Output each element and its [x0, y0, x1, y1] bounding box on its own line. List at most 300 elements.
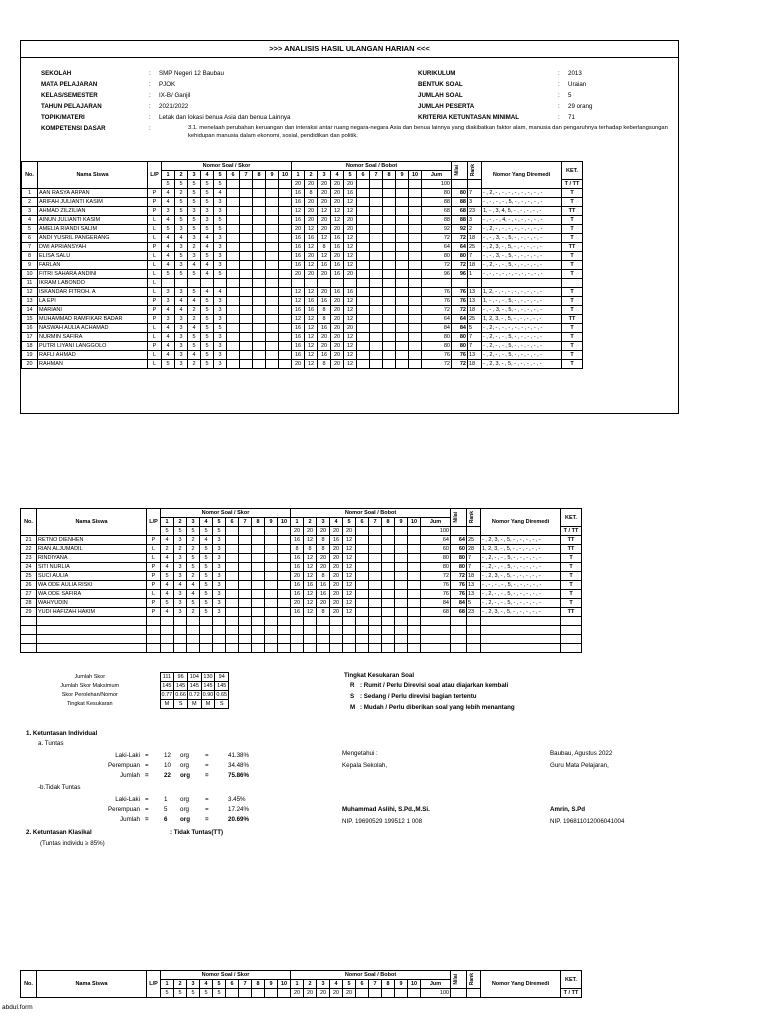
tuntas-eq: =: [145, 752, 149, 759]
col-header-skor: Nomor Soal / Skor: [161, 509, 291, 518]
skor-cell: [265, 608, 278, 617]
bobot-cell: 20: [318, 342, 331, 351]
rank-cell: 3: [468, 198, 482, 207]
skor-cell: [278, 608, 291, 617]
skor-cell: 2: [175, 189, 188, 198]
info-label-right: BENTUK SOAL: [418, 81, 463, 88]
bobot-cell: [370, 306, 383, 315]
bobot-cell: [383, 189, 396, 198]
remedi-cell: - , 2, 3, - , 5, - , - , - , - , -: [482, 243, 562, 252]
rank-cell: 2: [468, 225, 482, 234]
bobot-col-number: 5: [343, 980, 356, 989]
blank-cell: [343, 626, 356, 635]
stats-value: S: [174, 700, 188, 709]
blank-cell: [37, 635, 147, 644]
blank-cell: [467, 626, 481, 635]
col-header-no: No.: [21, 509, 37, 536]
skor-cell: [279, 342, 292, 351]
info-colon-right: :: [558, 103, 560, 110]
ket-cell: T: [562, 360, 583, 369]
col-header-skor: Nomor Soal / Skor: [162, 162, 292, 171]
nilai-cell: 76: [452, 288, 468, 297]
blank-cell: [330, 617, 343, 626]
tuntas-org: org: [180, 772, 190, 779]
skor-cell: 3: [175, 243, 188, 252]
blank-cell: [421, 626, 451, 635]
skor-cell: 5: [201, 306, 214, 315]
legend-code: R: [350, 682, 355, 689]
bobot-cell: 16: [292, 351, 305, 360]
skor-cell: [279, 333, 292, 342]
bobot-cell: 16: [305, 306, 318, 315]
skor-cell: 5: [201, 342, 214, 351]
bobot-cell: 20: [344, 270, 357, 279]
bobot-cell: [370, 324, 383, 333]
bobot-cell: 12: [305, 315, 318, 324]
max-skor: 5: [161, 989, 174, 998]
blank-cell: [21, 635, 37, 644]
skor-cell: 5: [188, 288, 201, 297]
score-table-2-wrap: [20, 508, 679, 653]
skor-cell: 4: [200, 536, 213, 545]
max-skor: [278, 989, 291, 998]
bobot-cell: 8: [304, 545, 317, 554]
skor-cell: [226, 545, 239, 554]
remedi-cell: - , 2, 3, - , 5, - , - , - , - , -: [481, 536, 561, 545]
skor-cell: [265, 563, 278, 572]
skor-col-number: 4: [201, 171, 214, 180]
max-bobot: 20: [292, 180, 305, 189]
remedi-cell: - , - , - , 4, - , - , - , - , - , -: [482, 216, 562, 225]
col-header-nilai: [451, 509, 467, 527]
ket-cell: T: [562, 297, 583, 306]
nilai-cell: 80: [451, 563, 467, 572]
table-row: [22, 234, 583, 243]
blank-cell: [239, 626, 252, 635]
skor-cell: 5: [187, 554, 200, 563]
rank-cell: 13: [468, 288, 482, 297]
skor-cell: [279, 216, 292, 225]
bobot-cell: [409, 324, 422, 333]
blank-cell: [356, 617, 369, 626]
ket-cell: T: [562, 198, 583, 207]
student-lp: L: [147, 545, 161, 554]
skor-cell: 3: [214, 207, 227, 216]
bobot-cell: [396, 333, 409, 342]
max-skor: [265, 527, 278, 536]
blank-cell: [481, 617, 561, 626]
skor-cell: [253, 207, 266, 216]
blank-cell: [317, 626, 330, 635]
student-name: ISKANDAR FITROH. A: [38, 288, 148, 297]
remedi-cell: - , - , 3, - , 5, - , - , - , - , -: [482, 234, 562, 243]
blank-cell: [37, 644, 147, 653]
rank-cell: 7: [468, 252, 482, 261]
skor-cell: 4: [161, 563, 174, 572]
bobot-col-number: 1: [291, 980, 304, 989]
bobot-cell: [370, 234, 383, 243]
blank-cell: [200, 617, 213, 626]
tidak-tuntas-label: Laki-Laki: [115, 796, 140, 803]
bobot-cell: [409, 288, 422, 297]
bobot-cell: [370, 207, 383, 216]
table-row: [21, 563, 582, 572]
skor-cell: 5: [201, 297, 214, 306]
rank-cell: 5: [468, 324, 482, 333]
rank-cell: 13: [467, 590, 481, 599]
remedi-cell: - , 2, - , - , - , - , - , - , - , -: [482, 324, 562, 333]
stats-value: 0.72: [188, 692, 200, 698]
skor-cell: 4: [187, 590, 200, 599]
student-lp: L: [148, 279, 162, 288]
stats-value: 130: [201, 673, 215, 682]
col-header-lp: L/P: [147, 971, 161, 998]
bobot-cell: [357, 252, 370, 261]
info-colon-right: :: [558, 70, 560, 77]
skor-cell: [278, 545, 291, 554]
bobot-cell: [357, 198, 370, 207]
bobot-cell: [409, 315, 422, 324]
blank-cell: [408, 635, 421, 644]
rank-cell: 25: [467, 536, 481, 545]
bobot-cell: 20: [330, 554, 343, 563]
score-table: [21, 161, 583, 369]
skor-cell: [266, 189, 279, 198]
blank-cell: [21, 644, 37, 653]
score-table-3-wrap: [20, 970, 679, 998]
info-value-right: 71: [568, 114, 575, 121]
nilai-cell: 80: [452, 252, 468, 261]
jum-cell: 72: [421, 572, 451, 581]
table-row: [22, 198, 583, 207]
skor-cell: 4: [175, 297, 188, 306]
nilai-label: Nilai: [453, 974, 459, 985]
bobot-cell: 16: [292, 324, 305, 333]
table-row: [21, 608, 582, 617]
info-value: IX-B/ Ganjil: [159, 92, 191, 99]
skor-cell: [252, 563, 265, 572]
bobot-cell: [318, 279, 331, 288]
max-skor: 5: [200, 527, 213, 536]
bobot-cell: 12: [304, 599, 317, 608]
bobot-cell: [408, 536, 421, 545]
bobot-cell: [331, 279, 344, 288]
nilai-cell: 80: [452, 333, 468, 342]
skor-cell: 5: [200, 545, 213, 554]
score-table: [20, 508, 582, 653]
student-name: RAHMAN: [38, 360, 148, 369]
bobot-cell: 20: [292, 225, 305, 234]
jum-cell: 76: [421, 590, 451, 599]
bobot-col-number: 7: [369, 980, 382, 989]
col-header-bobot: Nomor Soal / Bobot: [291, 971, 451, 980]
student-lp: L: [148, 261, 162, 270]
blank-cell: [187, 617, 200, 626]
stats-label: Tingkat Kesukaran: [66, 701, 113, 707]
student-name: DWI APRIANSYAH: [38, 243, 148, 252]
skor-cell: 5: [200, 590, 213, 599]
skor-cell: [266, 207, 279, 216]
stats-row: [20, 682, 229, 691]
nilai-label: Nilai: [454, 165, 460, 176]
bobot-cell: 16: [331, 261, 344, 270]
place-date: Baubau, Agustus 2022: [550, 750, 613, 757]
info-value-right: 5: [568, 92, 572, 99]
max-skor: 5: [213, 527, 226, 536]
bobot-col-number: 2: [305, 171, 318, 180]
max-skor: 5: [213, 989, 226, 998]
skor-cell: [252, 608, 265, 617]
student-name: WAHYUDIN: [37, 599, 147, 608]
blank-cell: [395, 617, 408, 626]
table-row: [22, 351, 583, 360]
skor-cell: [240, 261, 253, 270]
bobot-cell: [383, 270, 396, 279]
bobot-cell: 16: [305, 234, 318, 243]
bobot-cell: [383, 243, 396, 252]
skor-cell: 4: [201, 288, 214, 297]
row-no: 7: [22, 243, 38, 252]
skor-col-number: 8: [253, 171, 266, 180]
tidak-tuntas-eq: =: [145, 806, 149, 813]
student-lp: P: [147, 563, 161, 572]
skor-cell: 3: [175, 261, 188, 270]
student-name: RIAN ALJUMADIL: [37, 545, 147, 554]
bobot-col-number: 9: [396, 171, 409, 180]
skor-cell: 3: [175, 360, 188, 369]
skor-cell: 3: [214, 360, 227, 369]
row-no: 12: [22, 288, 38, 297]
blank-cell: [369, 617, 382, 626]
bobot-cell: 16: [291, 581, 304, 590]
bobot-col-number: 9: [395, 980, 408, 989]
jum-cell: 64: [422, 243, 452, 252]
bobot-cell: 20: [292, 270, 305, 279]
skor-cell: [266, 351, 279, 360]
bobot-cell: 20: [330, 545, 343, 554]
bobot-cell: 20: [331, 198, 344, 207]
bobot-cell: [357, 243, 370, 252]
skor-cell: [253, 288, 266, 297]
skor-col-number: 2: [174, 518, 187, 527]
skor-cell: 5: [201, 351, 214, 360]
bobot-cell: [409, 207, 422, 216]
bobot-cell: [383, 261, 396, 270]
nilai-blank: [451, 527, 467, 536]
blank-cell: [451, 644, 467, 653]
info-label: KOMPETENSI DASAR: [41, 125, 106, 132]
bobot-cell: [357, 279, 370, 288]
bobot-cell: [396, 216, 409, 225]
student-lp: P: [148, 315, 162, 324]
skor-cell: 5: [201, 360, 214, 369]
student-lp: L: [148, 360, 162, 369]
bobot-cell: [370, 342, 383, 351]
skor-cell: [266, 234, 279, 243]
skor-cell: [226, 536, 239, 545]
student-lp: L: [148, 288, 162, 297]
tuntas-count: 12: [164, 752, 171, 759]
skor-cell: 4: [162, 198, 175, 207]
bobot-col-number: 4: [330, 980, 343, 989]
remedi-cell: - , - , - , - , 5, - , - , - , - , -: [481, 581, 561, 590]
bobot-cell: [409, 333, 422, 342]
bobot-cell: 12: [343, 608, 356, 617]
bobot-col-number: 10: [409, 171, 422, 180]
bobot-cell: [369, 536, 382, 545]
info-colon: :: [149, 92, 151, 99]
jum-cell: 72: [422, 360, 452, 369]
skor-cell: 3: [175, 324, 188, 333]
bobot-cell: 20: [305, 216, 318, 225]
bobot-cell: [395, 608, 408, 617]
blank-cell: [147, 644, 161, 653]
jum-cell: 96: [422, 270, 452, 279]
info-label: KELAS/SEMESTER: [41, 92, 98, 99]
bobot-cell: [369, 572, 382, 581]
bobot-cell: [357, 225, 370, 234]
bobot-cell: [396, 360, 409, 369]
bobot-cell: 20: [305, 270, 318, 279]
skor-cell: [239, 599, 252, 608]
bobot-cell: [383, 225, 396, 234]
skor-cell: 5: [188, 342, 201, 351]
blank-cell: [369, 635, 382, 644]
skor-col-number: 7: [239, 980, 252, 989]
blank-cell: [252, 644, 265, 653]
bobot-cell: [396, 189, 409, 198]
col-header-no: No.: [21, 971, 37, 998]
skor-cell: 3: [174, 536, 187, 545]
skor-cell: 5: [175, 270, 188, 279]
skor-cell: [162, 279, 175, 288]
rank-cell: 7: [468, 333, 482, 342]
student-lp: P: [148, 306, 162, 315]
skor-col-number: 10: [279, 171, 292, 180]
blank-cell: [200, 644, 213, 653]
skor-cell: 3: [214, 252, 227, 261]
bobot-cell: 12: [305, 342, 318, 351]
blank-cell: [174, 626, 187, 635]
bobot-cell: 20: [331, 315, 344, 324]
skor-cell: 2: [174, 545, 187, 554]
skor-cell: [253, 360, 266, 369]
jum-cell: 72: [422, 261, 452, 270]
max-skor: 5: [175, 180, 188, 189]
bobot-cell: 12: [305, 351, 318, 360]
blank-cell: [343, 617, 356, 626]
bobot-col-number: 8: [383, 171, 396, 180]
table-row: [22, 243, 583, 252]
tuntas-count: 10: [164, 762, 171, 769]
jum-cell: 76: [422, 351, 452, 360]
remedi-cell: [482, 279, 562, 288]
bobot-cell: [395, 572, 408, 581]
skor-cell: 2: [188, 306, 201, 315]
skor-cell: 3: [213, 554, 226, 563]
blank-cell: [561, 617, 582, 626]
skor-cell: [240, 189, 253, 198]
bobot-cell: [370, 270, 383, 279]
skor-cell: [240, 279, 253, 288]
jum-col-header: Jum: [421, 980, 451, 989]
bobot-cell: [356, 554, 369, 563]
bobot-cell: [383, 324, 396, 333]
bobot-cell: 20: [291, 599, 304, 608]
table-row: [22, 288, 583, 297]
bobot-cell: [382, 554, 395, 563]
bobot-cell: 20: [331, 297, 344, 306]
blank-cell: [356, 644, 369, 653]
skor-cell: 5: [200, 563, 213, 572]
skor-cell: [239, 536, 252, 545]
ket-cell: T: [562, 234, 583, 243]
skor-cell: [279, 198, 292, 207]
skor-col-number: 6: [226, 518, 239, 527]
bobot-col-number: 6: [357, 171, 370, 180]
nilai-cell: 72: [452, 234, 468, 243]
ket-cell: TT: [562, 243, 583, 252]
bobot-cell: [395, 599, 408, 608]
bobot-cell: [395, 590, 408, 599]
blank-cell: [304, 617, 317, 626]
skor-cell: 3: [175, 225, 188, 234]
blank-cell: [408, 644, 421, 653]
skor-cell: [240, 342, 253, 351]
student-name: NASWAH AULIA ACHAMAD: [38, 324, 148, 333]
sheet-title: >>> ANALISIS HASIL ULANGAN HARIAN <<<: [21, 41, 678, 58]
skor-cell: [239, 590, 252, 599]
info-value-right: 29 orang: [568, 103, 593, 110]
row-no: 14: [22, 306, 38, 315]
bobot-cell: [382, 545, 395, 554]
skor-cell: 3: [214, 333, 227, 342]
skor-col-number: 4: [200, 518, 213, 527]
blank-cell: [421, 617, 451, 626]
bobot-cell: [357, 333, 370, 342]
rank-blank: [467, 989, 481, 998]
max-bobot: [369, 989, 382, 998]
bobot-cell: 12: [331, 216, 344, 225]
skor-cell: 4: [162, 351, 175, 360]
bobot-cell: [356, 590, 369, 599]
skor-col-number: 1: [161, 980, 174, 989]
skor-cell: [266, 198, 279, 207]
skor-col-number: 2: [175, 171, 188, 180]
bobot-cell: [383, 315, 396, 324]
bobot-cell: 16: [317, 590, 330, 599]
bobot-cell: 8: [291, 545, 304, 554]
blank-cell: [330, 626, 343, 635]
bobot-cell: 12: [305, 324, 318, 333]
max-skor: [265, 989, 278, 998]
skor-cell: 5: [162, 270, 175, 279]
max-bobot: [408, 527, 421, 536]
skor-cell: 3: [214, 342, 227, 351]
kepsek-name: Muhammad Aslihi, S.Pd.,M.Si.: [342, 806, 430, 813]
bobot-col-number: 3: [317, 980, 330, 989]
bobot-cell: 8: [305, 189, 318, 198]
guru-nip: NIP. 196811012006041004: [550, 818, 625, 825]
row-no: 11: [22, 279, 38, 288]
skor-cell: 5: [175, 198, 188, 207]
blank-cell: [252, 617, 265, 626]
col-header-remedi: Nomor Yang Diremedi: [481, 971, 561, 998]
info-row: [41, 92, 661, 102]
skor-col-number: 10: [278, 518, 291, 527]
skor-cell: [279, 324, 292, 333]
skor-cell: [253, 225, 266, 234]
